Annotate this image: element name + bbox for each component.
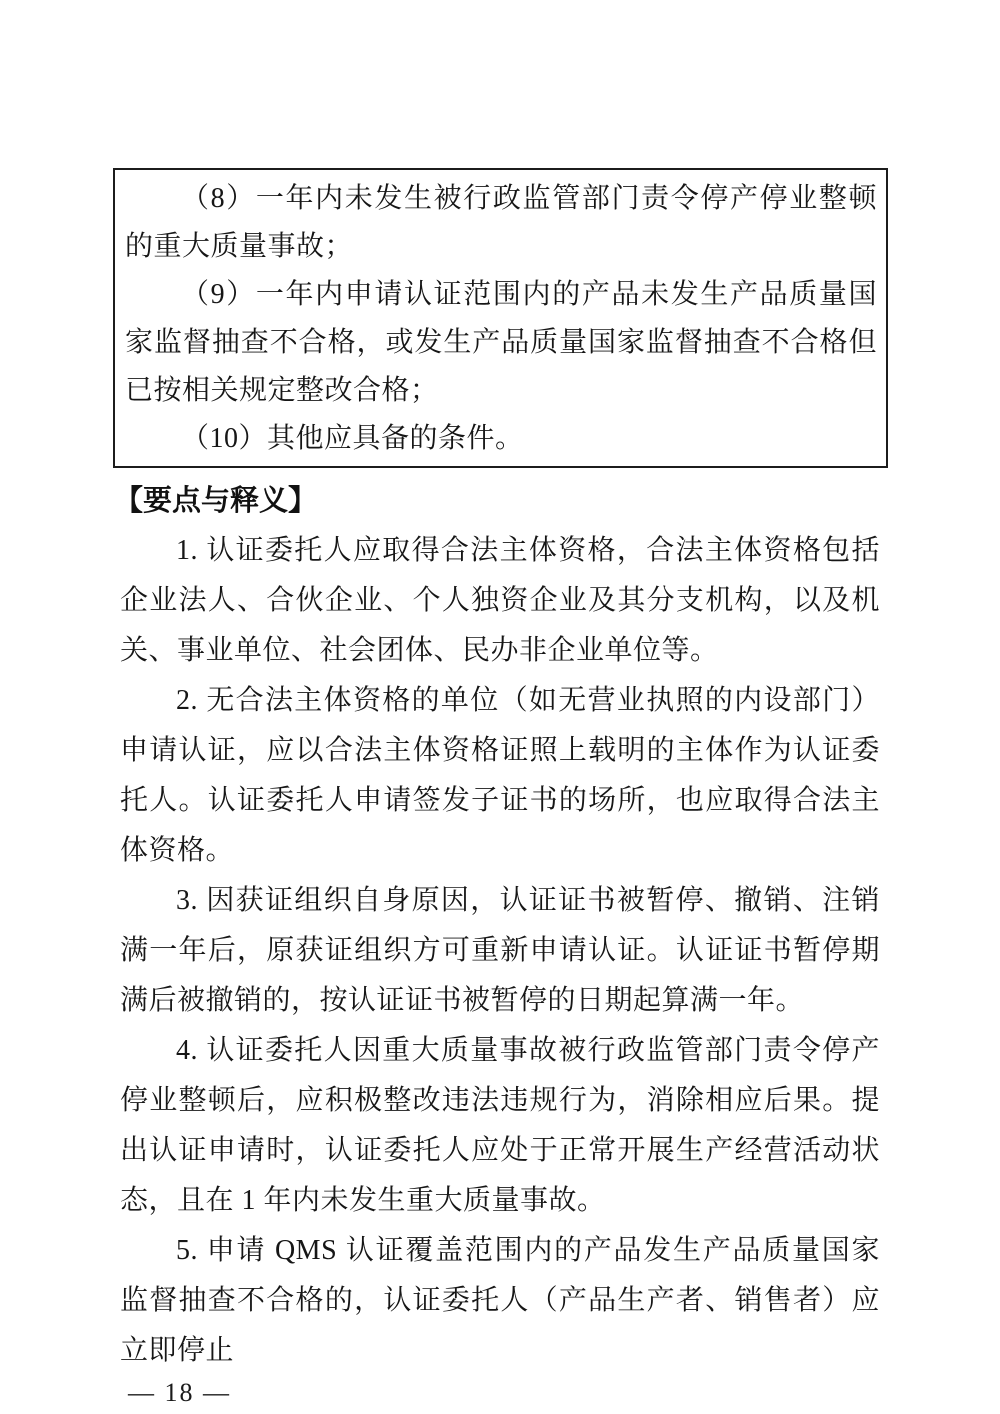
section-heading: 【要点与释义】 xyxy=(114,485,318,517)
boxed-item-8: （8）一年内未发生被行政监管部门责令停产停业整顿的重大质量事故； xyxy=(125,183,877,262)
paragraph-4: 4. 认证委托人因重大质量事故被行政监管部门责令停产停业整顿后，应积极整改违法违规行为，消除相应后果。提出认证申请时，认证委托人应处于正常开展生产经营活动状态，且在 1 年内未发生重大质量事故。 xyxy=(120,1035,880,1216)
paragraph-2: 2. 无合法主体资格的单位（如无营业执照的内设部门）申请认证，应以合法主体资格证照上载明的主体作为认证委托人。认证委托人申请签发子证书的场所，也应取得合法主体资格。 xyxy=(120,685,880,866)
paragraph-1: 1. 认证委托人应取得合法主体资格，合法主体资格包括企业法人、合伙企业、个人独资企业及其分支机构，以及机关、事业单位、社会团体、民办非企业单位等。 xyxy=(120,535,880,666)
conditions-box xyxy=(113,168,888,468)
paragraph-3: 3. 因获证组织自身原因，认证证书被暂停、撤销、注销满一年后，原获证组织方可重新申请认证。认证证书暂停期满后被撤销的，按认证证书被暂停的日期起算满一年。 xyxy=(120,885,880,1016)
boxed-item-10: （10）其他应具备的条件。 xyxy=(181,423,524,454)
boxed-item-9: （9）一年内申请认证范围内的产品未发生产品质量国家监督抽查不合格，或发生产品质量国家监督抽查不合格但已按相关规定整改合格； xyxy=(125,279,877,406)
page-number: — 18 — xyxy=(128,1378,231,1407)
paragraph-5: 5. 申请 QMS 认证覆盖范围内的产品发生产品质量国家监督抽查不合格的，认证委托人（产品生产者、销售者）应立即停止 xyxy=(120,1235,880,1366)
